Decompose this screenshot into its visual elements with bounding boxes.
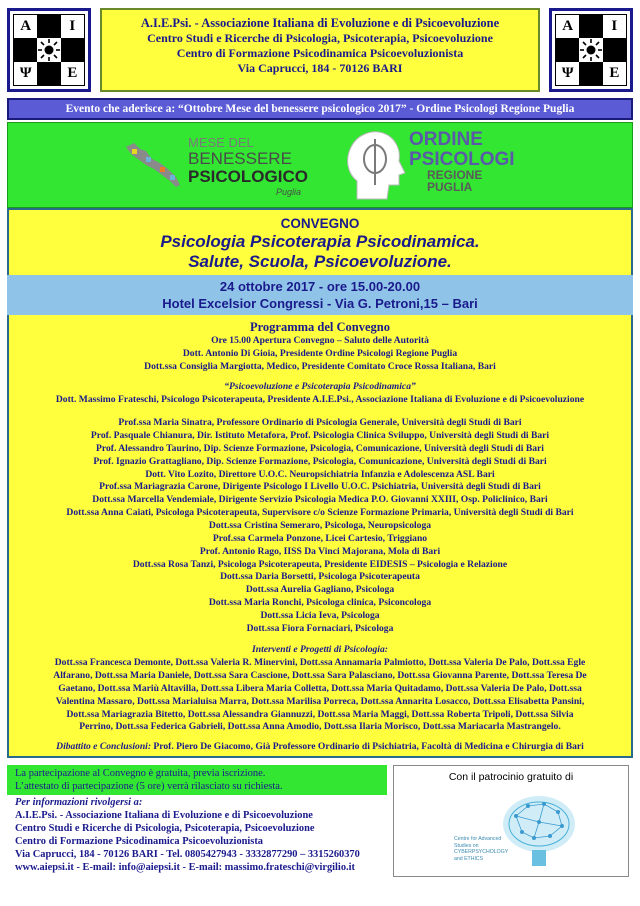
logo-letter-a: A xyxy=(562,18,574,35)
interventi-line: Perrino, Dott.ssa Federica Gabrieli, Dott.ssa Anna Amodio, Dott.ssa Ilaria Morisco, Dott.ssa Mariacarla Mastrangelo. xyxy=(79,721,561,732)
logo-band xyxy=(7,122,633,208)
patronage-box xyxy=(393,765,629,877)
sun-icon xyxy=(579,38,602,61)
svg-text:PSICOLOGICO: PSICOLOGICO xyxy=(188,167,308,186)
svg-text:BENESSERE: BENESSERE xyxy=(188,149,292,168)
program-title: Programma del Convegno xyxy=(249,320,391,334)
convegno-label: CONVEGNO xyxy=(280,216,360,231)
speaker: Prof. Alessandro Taurino, Dip. Scienze Formazione, Psicologia, Comunicazione, Università degli Studi di Bari xyxy=(96,443,544,454)
contact-web-email: www.aiepsi.it - E-mail: info@aiepsi.it - E-mail: massimo.frateschi@virgilio.it xyxy=(15,862,355,873)
interventi-title: Interventi e Progetti di Psicologia: xyxy=(252,644,388,655)
speaker: Dott.ssa Daria Borsetti, Psicologa Psicoterapeuta xyxy=(220,571,420,582)
interventi-line: Dott.ssa Mariagrazia Bitetto, Dott.ssa Alessandra Giannuzzi, Dott.ssa Maria Maggi, Dott.ssa Roberta Tripoli, Dott.ssa Silvia xyxy=(66,709,574,720)
header-org-name: A.I.E.Psi. - Associazione Italiana di Evoluzione e di Psicoevoluzione xyxy=(140,16,500,30)
logo-letter-i: I xyxy=(611,18,618,35)
logo-letter-a: A xyxy=(20,18,32,35)
contact-info xyxy=(15,796,395,874)
speaker: Dott.ssa Fiora Fornaciari, Psicologa xyxy=(246,623,394,634)
speaker: Dott.ssa Marcella Vendemiale, Dirigente Servizio Psicologia Medica P.O. Giovanni XXIII, Osp. Policlinico, Bari xyxy=(92,494,548,505)
convegno-title-2: Salute, Scuola, Psicoevoluzione. xyxy=(188,252,452,271)
program-opening: Dott. Antonio Di Gioia, Presidente Ordine Psicologi Regione Puglia xyxy=(182,348,458,359)
logo-letter-i: I xyxy=(69,18,76,35)
psi-head-icon xyxy=(348,132,405,199)
interventi-line: Valentina Massaro, Dott.ssa Marialuisa Marra, Dott.ssa Marilisa Porreca, Dott.ssa Annarita Losacco, Dott.ssa Elisabetta Pansini, xyxy=(55,696,585,707)
logo-letter-e: E xyxy=(609,64,620,81)
svg-text:MESE DEL: MESE DEL xyxy=(188,135,254,150)
header-address: Via Caprucci, 184 - 70126 BARI xyxy=(237,61,403,75)
logo-letter-psi: Ψ xyxy=(561,64,574,81)
contact-center-formazione: Centro di Formazione Psicodinamica Psicoevoluzionista xyxy=(15,836,264,847)
contact-org: A.I.E.Psi. - Associazione Italiana di Evoluzione e di Psicoevoluzione xyxy=(15,810,313,821)
speaker: Prof. Antonio Rago, IISS Da Vinci Majorana, Mola di Bari xyxy=(199,546,441,557)
header-center-studi: Centro Studi e Ricerche di Psicologia, Psicoterapia, Psicoevoluzione xyxy=(147,31,493,45)
patronage-title: Con il patrocinio gratuito di xyxy=(448,771,574,783)
speaker: Dott.ssa Anna Caiati, Psicologa Psicoterapeuta, Supervisore c/o Scienze Formazione Primaria, Università degli Studi di Bari xyxy=(66,507,574,518)
logo-letter-e: E xyxy=(67,64,78,81)
dibattito-line xyxy=(0,741,640,753)
aiepsi-logo-right xyxy=(549,8,633,92)
mese-benessere-logo xyxy=(126,129,326,206)
event-place: Hotel Excelsior Congressi - Via G. Petroni,15 – Bari xyxy=(162,296,478,311)
puglia-map-icon xyxy=(126,143,180,187)
header-box xyxy=(100,8,540,92)
speaker: Dott. Vito Lozito, Direttore U.O.C. Neuropsichiatria Infanzia e Adolescenza ASL Bari xyxy=(145,469,495,480)
speaker: Prof.ssa Maria Sinatra, Professore Ordinario di Psicologia Generale, Università degli Studi di Bari xyxy=(118,417,522,428)
dibattito-text: Prof. Piero De Giacomo, Già Professore Ordinario di Psichiatria, Facoltà di Medicina e Chirurgia di Bari xyxy=(151,741,584,752)
event-date: 24 ottobre 2017 - ore 15.00-20.00 xyxy=(219,279,421,294)
interventi-line: Gaetano, Dott.ssa Mariù Altavilla, Dott.ssa Libera Maria Colletta, Dott.ssa Maria Quitadamo, Dott.ssa Valeria De Palo, Dott.ssa xyxy=(58,683,582,694)
sun-icon xyxy=(37,38,60,61)
svg-text:PUGLIA: PUGLIA xyxy=(427,180,473,194)
speaker: Dott.ssa Licia Ieva, Psicologa xyxy=(260,610,380,621)
event-bar: Evento che aderisce a: “Ottobre Mese del benessere psicologico 2017” - Ordine Psicologi Regione Puglia xyxy=(7,98,633,120)
contact-address-phone: Via Caprucci, 184 - 70126 BARI - Tel. 0805427943 - 3332877290 – 3315260370 xyxy=(15,849,360,860)
patronage-logo-text: Centre for Advanced Studies on CYBERPSYCHOLOGY and ETHICS xyxy=(454,836,509,862)
participation-free: La partecipazione al Convegno è gratuita, previa iscrizione. xyxy=(15,768,266,779)
speaker: Dott.ssa Cristina Semeraro, Psicologa, Neuropsicologa xyxy=(208,520,432,531)
speaker: Dott.ssa Aurelia Gagliano, Psicologa xyxy=(245,584,395,595)
speaker: Dott.ssa Maria Ronchi, Psicologa clinica, Psiconcologa xyxy=(208,597,432,608)
program-opening: Ore 15.00 Apertura Convegno – Saluto delle Autorità xyxy=(211,335,429,346)
session-chair: Dott. Massimo Frateschi, Psicologo Psicoterapeuta, Presidente A.I.E.Psi., Associazione Italiana di Evoluzione e di Psicoevoluzione xyxy=(55,394,585,405)
svg-text:REGIONE: REGIONE xyxy=(427,168,483,182)
speaker: Prof. Pasquale Chianura, Dir. Istituto Metafora, Prof. Psicologia Clinica Sviluppo, Università degli Studi di Bari xyxy=(90,430,550,441)
aiepsi-logo-left xyxy=(7,8,91,92)
interventi-line: Dott.ssa Francesca Demonte, Dott.ssa Valeria R. Minervini, Dott.ssa Annamaria Palmiotto, Dott.ssa Valeria De Palo, Dott.ssa Egle xyxy=(54,657,586,668)
svg-text:ORDINE: ORDINE xyxy=(409,129,483,150)
speaker: Dott.ssa Rosa Tanzi, Psicologa Psicoterapeuta, Presidente EIDESIS – Psicologia e Relazione xyxy=(132,559,508,570)
ordine-psicologi-logo xyxy=(343,123,523,212)
interventi-line: Alfarano, Dott.ssa Maria Daniele, Dott.ssa Sara Cascione, Dott.ssa Sara Palasciano, Dott.ssa Giovanna Parente, Dott.ssa Teresa De xyxy=(53,670,587,681)
dibattito-label: Dibattito e Conclusioni: xyxy=(56,741,152,752)
program-opening: Dott.ssa Consiglia Margiotta, Medico, Presidente Comitato Croce Rossa Italiana, Bari xyxy=(144,361,496,372)
participation-box xyxy=(7,765,387,795)
contact-label: Per informazioni rivolgersi a: xyxy=(15,797,143,808)
svg-text:Puglia: Puglia xyxy=(276,187,302,197)
logo-letter-psi: Ψ xyxy=(19,64,32,81)
convegno-title-1: Psicologia Psicoterapia Psicodinamica. xyxy=(160,232,480,251)
date-place-band xyxy=(7,275,633,315)
speaker: Prof. Ignazio Grattagliano, Dip. Scienze Formazione, Psicologia, Comunicazione, Università degli Studi di Bari xyxy=(93,456,547,467)
brain-network-icon xyxy=(494,786,584,876)
session-title: “Psicoevoluzione e Psicoterapia Psicodinamica” xyxy=(224,381,416,392)
svg-text:PSICOLOGI: PSICOLOGI xyxy=(409,149,515,170)
speaker: Prof.ssa Mariagrazia Carone, Dirigente Psicologo I Livello U.O.C. Psichiatria, Università degli Studi di Bari xyxy=(99,481,541,492)
speaker: Prof.ssa Carmela Ponzone, Licei Cartesio, Triggiano xyxy=(212,533,428,544)
participation-certificate: L’attestato di partecipazione (5 ore) verrà rilasciato su richiesta. xyxy=(15,781,283,792)
header-center-formazione: Centro di Formazione Psicodinamica Psicoevoluzionista xyxy=(176,46,464,60)
contact-center-studi: Centro Studi e Ricerche di Psicologia, Psicoterapia, Psicoevoluzione xyxy=(15,823,315,834)
